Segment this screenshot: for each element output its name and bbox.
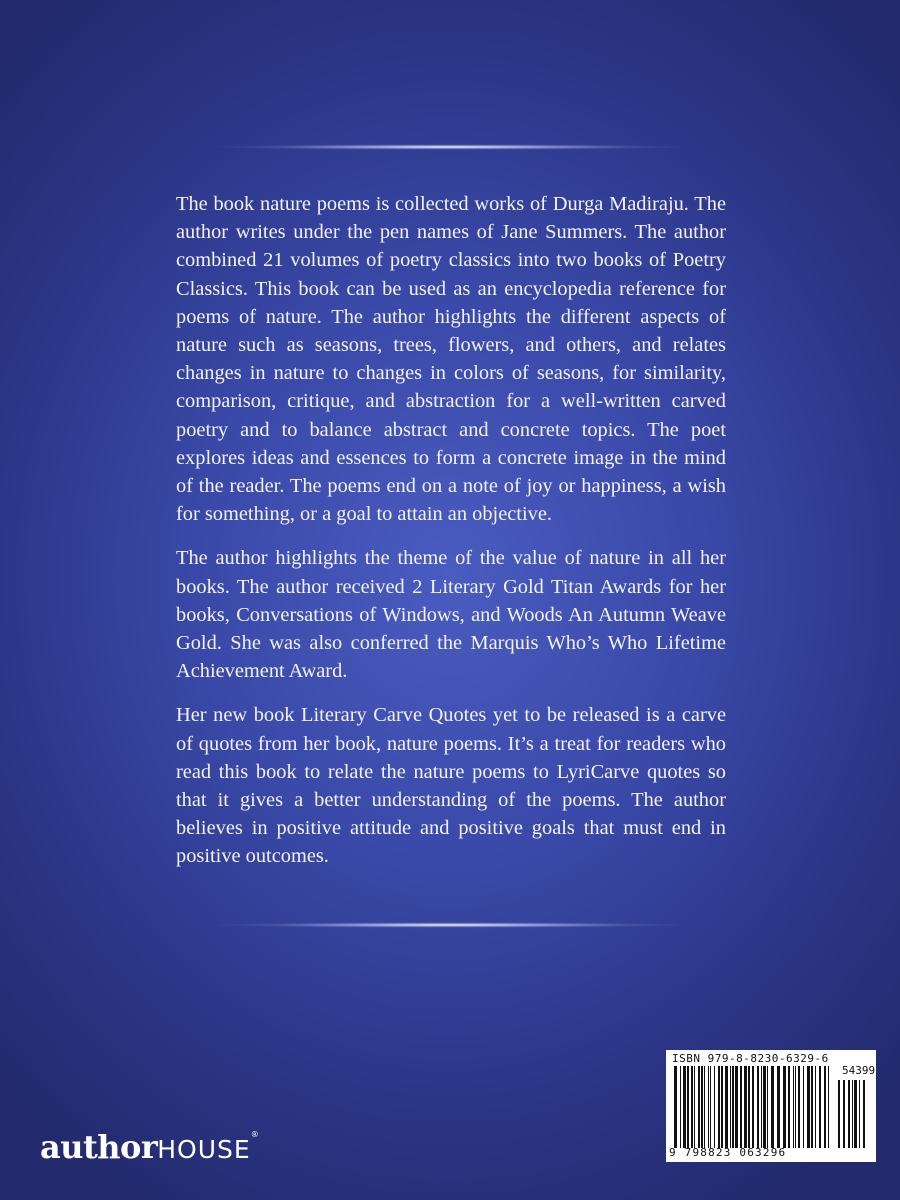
back-cover-description	[176, 190, 726, 887]
price-addon-label: 54399	[842, 1064, 876, 1077]
barcode-bar	[783, 1066, 786, 1148]
barcode-bar	[852, 1080, 853, 1148]
barcode-bar	[744, 1066, 747, 1148]
barcode-bar	[843, 1080, 845, 1148]
barcode-bar	[752, 1066, 754, 1148]
barcode-bar	[838, 1080, 840, 1148]
barcode-bar	[859, 1080, 860, 1148]
barcode-bar	[732, 1066, 734, 1148]
addon-barcode-bars	[838, 1080, 870, 1148]
barcode-bar	[761, 1066, 762, 1148]
barcode-bar	[807, 1066, 810, 1148]
barcode-bar	[687, 1066, 689, 1148]
barcode-bar	[748, 1066, 750, 1148]
barcode-bar	[771, 1066, 774, 1148]
isbn-barcode	[666, 1050, 876, 1162]
isbn-label: ISBN 979-8-8230-6329-6	[672, 1052, 829, 1065]
barcode-bar	[854, 1080, 857, 1148]
barcode-bar	[710, 1066, 711, 1148]
registered-mark: ®	[250, 1130, 259, 1139]
barcode-bar	[704, 1066, 705, 1148]
barcode-bar	[721, 1066, 723, 1148]
barcode-bar	[698, 1066, 700, 1148]
description-paragraph-1: The book nature poems is collected works of Durga Madiraju. The author writes under the pen names of Jane Summers. The author combined 21 volumes of poetry classics into two books of Poetry Classics. This book can be used as an encyclopedia reference for poems of nature. The author highlights the different aspects of nature such as seasons, trees, flowers, and others, and relates changes in nature to changes in colors of seasons, for similarity, comparison, critique, and abstraction for a well-written carved poetry and to balance abstract and concrete topics. The poet explores ideas and essences to form a concrete image in the mind of the reader. The poems end on a note of joy or happiness, a wish for something, or a goal to attain an objective.	[176, 193, 726, 526]
barcode-bar	[767, 1066, 768, 1148]
barcode-bar	[691, 1066, 693, 1148]
barcode-bar	[735, 1066, 738, 1148]
publisher-logo	[40, 1128, 259, 1166]
barcode-bar	[848, 1080, 850, 1148]
barcode-bar	[694, 1066, 695, 1148]
barcode-bar	[708, 1066, 709, 1148]
barcode-bar	[683, 1066, 686, 1148]
barcode-bar	[714, 1066, 715, 1148]
barcode-number: 9 798823 063296	[669, 1146, 787, 1159]
description-paragraph-2: The author highlights the theme of the value of nature in all her books. The author received 2 Literary Gold Titan Awards for her books, Conversations of Windows, and Woods An Autumn Weave Gold. She was also conferred the Marquis Who’s Who Lifetime Achievement Award.	[176, 547, 726, 683]
top-glow-divider	[210, 144, 690, 150]
barcode-bar	[725, 1066, 728, 1148]
barcode-bar	[793, 1066, 794, 1148]
publisher-logo-caps: HOUSE	[157, 1135, 251, 1164]
description-paragraph-3: Her new book Literary Carve Quotes yet to be released is a carve of quotes from her book, nature poems. It’s a treat for readers who read this book to relate the nature poems to LyriCarve quotes so that it gives a better understanding of the poems. The author believes in positive attitude and positive goals that must end in positive outcomes.	[176, 704, 726, 868]
barcode-bar	[788, 1066, 790, 1148]
barcode-bar	[730, 1066, 731, 1148]
barcode-bar	[824, 1066, 826, 1148]
barcode-bar	[763, 1066, 766, 1148]
barcode-bar	[863, 1080, 865, 1148]
publisher-logo-bold: author	[40, 1128, 158, 1166]
barcode-bar	[740, 1066, 742, 1148]
barcode-bar	[777, 1066, 780, 1148]
barcode-bar	[798, 1066, 800, 1148]
barcode-bar	[815, 1066, 816, 1148]
barcode-bar	[795, 1066, 796, 1148]
barcode-bar	[680, 1066, 681, 1148]
bottom-glow-divider	[210, 922, 690, 928]
barcode-bar	[828, 1066, 829, 1148]
barcode-bar	[811, 1066, 813, 1148]
barcode-bar	[701, 1066, 703, 1148]
barcode-bar	[674, 1066, 677, 1148]
barcode-bar	[757, 1066, 759, 1148]
barcode-bar	[819, 1066, 821, 1148]
barcode-bar	[718, 1066, 720, 1148]
barcode-bar	[803, 1066, 804, 1148]
barcode-bars	[674, 1066, 834, 1148]
